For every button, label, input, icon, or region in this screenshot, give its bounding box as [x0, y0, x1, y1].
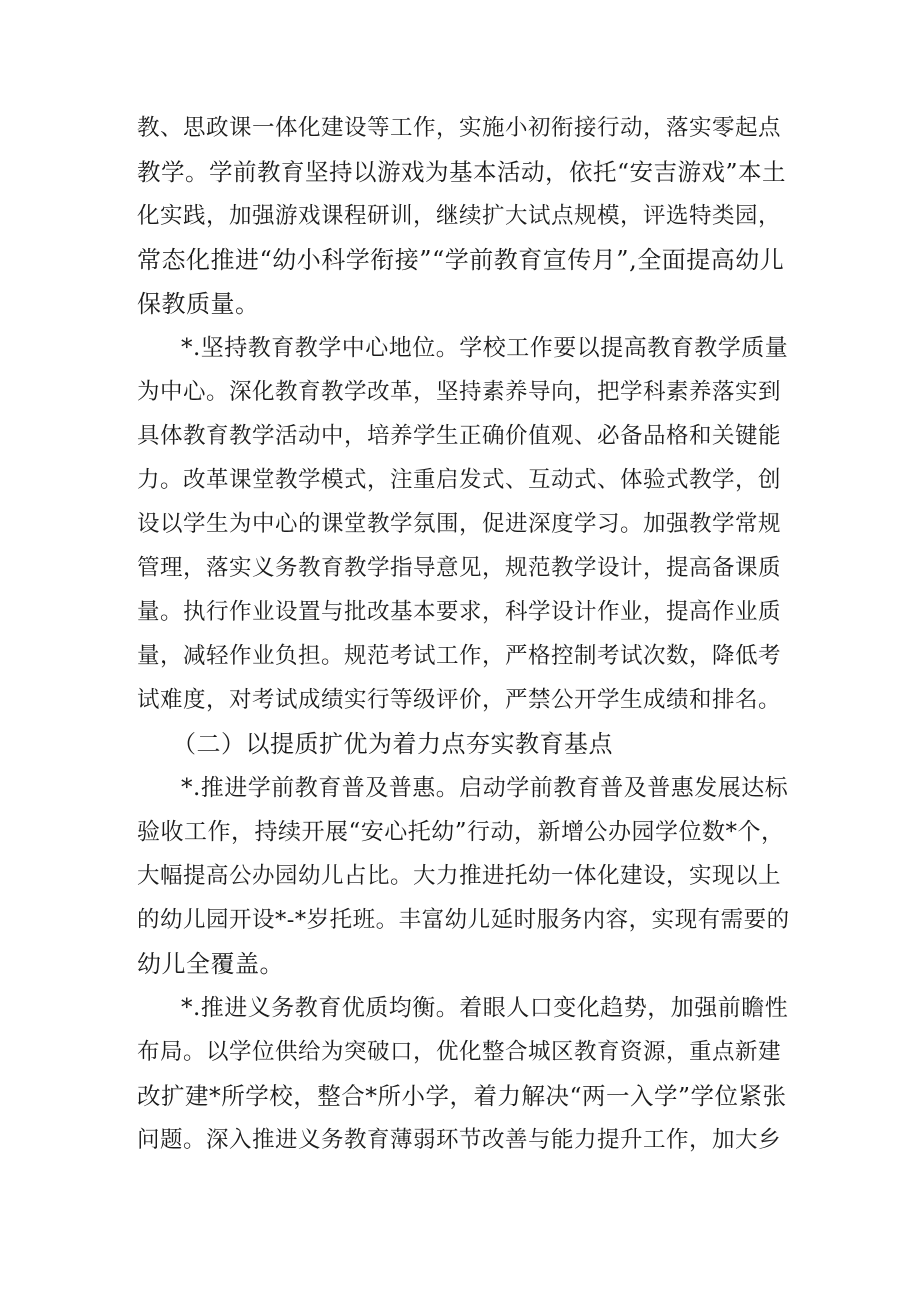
paragraph-1-line-5: 保教质量。 — [137, 290, 260, 318]
paragraph-4-line-1: *.推进义务教育优质均衡。着眼人口变化趋势，加强前瞻性 — [181, 995, 789, 1021]
paragraph-1-line-3: 化实践，加强游戏课程研训，继续扩大试点规模，评选特类园， — [137, 203, 782, 229]
paragraph-1-line-2: 教学。学前教育坚持以游戏为基本活动，依托“安吉游戏”本土 — [137, 158, 787, 186]
paragraph-3-line-5: 幼儿全覆盖。 — [137, 950, 284, 978]
paragraph-3-line-2: 验收工作，持续开展“安心托幼”行动，新增公办园学位数*个， — [137, 819, 785, 845]
paragraph-2-line-2: 为中心。深化教育教学改革，坚持素养导向，把学科素养落实到 — [137, 379, 782, 405]
paragraph-2-line-4: 力。改革课堂教学模式，注重启发式、互动式、体验式教学，创 — [137, 467, 782, 493]
paragraph-1-line-4: 常态化推进“幼小科学衔接”“学前教育宣传月”,全面提高幼儿 — [137, 246, 785, 274]
paragraph-2-line-8: 量，减轻作业负担。规范考试工作，严格控制考试次数，降低考 — [137, 643, 782, 669]
paragraph-4-line-3: 改扩建*所学校，整合*所小学，着力解决“两一入学”学位紧张 — [137, 1082, 787, 1110]
paragraph-2-line-9: 试难度，对考试成绩实行等级评价，严禁公开学生成绩和排名。 — [137, 687, 782, 713]
paragraph-2-line-5: 设以学生为中心的课堂教学氛围，促进深度学习。加强教学常规 — [137, 511, 782, 537]
paragraph-1-line-1: 教、思政课一体化建设等工作，实施小初衔接行动，落实零起点 — [137, 115, 782, 141]
paragraph-3-line-3: 大幅提高公办园幼儿占比。大力推进托幼一体化建设，实现以上 — [137, 863, 782, 889]
section-heading: （二）以提质扩优为着力点夯实教育基点 — [172, 730, 613, 758]
paragraph-2-line-6: 管理，落实义务教育教学指导意见，规范教学设计，提高备课质 — [137, 555, 782, 581]
paragraph-4-line-4: 问题。深入推进义务教育薄弱环节改善与能力提升工作，加大乡 — [137, 1127, 782, 1153]
paragraph-2-line-1: *.坚持教育教学中心地位。学校工作要以提高教育教学质量 — [181, 335, 789, 361]
paragraph-3-line-4: 的幼儿园开设*-*岁托班。丰富幼儿延时服务内容，实现有需要的 — [137, 907, 790, 933]
paragraph-2-line-3: 具体教育教学活动中，培养学生正确价值观、必备品格和关键能 — [137, 423, 782, 449]
paragraph-4-line-2: 布局。以学位供给为突破口，优化整合城区教育资源，重点新建 — [137, 1039, 782, 1065]
paragraph-3-line-1: *.推进学前教育普及普惠。启动学前教育普及普惠发展达标 — [181, 775, 789, 801]
paragraph-2-line-7: 量。执行作业设置与批改基本要求，科学设计作业，提高作业质 — [137, 599, 782, 625]
